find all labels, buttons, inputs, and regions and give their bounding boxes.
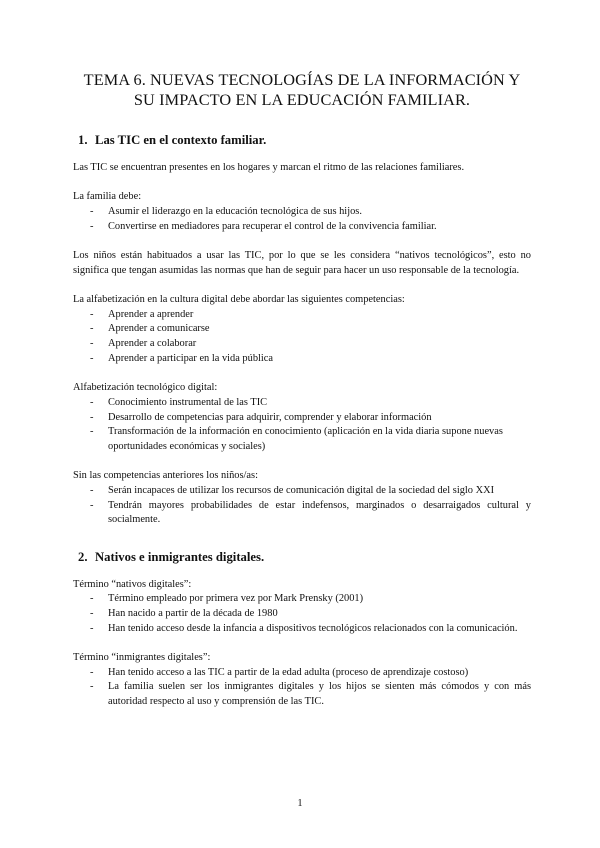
list-item: - Desarrollo de competencias para adquirir, comprender y elaborar información [73, 411, 531, 426]
bullet-dash: - [90, 338, 94, 350]
alfabetizacion-tecnologica-intro: Alfabetización tecnológico digital: [73, 382, 218, 394]
list-item: - Aprender a colaborar [73, 337, 531, 352]
list-item: - Han tenido acceso desde la infancia a dispositivos tecnológicos relacionados con la comunicación. [73, 622, 531, 637]
bullet-dash: - [90, 308, 94, 320]
bullet-dash: - [90, 411, 94, 423]
list-item: - Convertirse en mediadores para recuperar el control de la convivencia familiar. [73, 220, 531, 235]
list-item: - Han nacido a partir de la década de 1980 [73, 607, 531, 622]
familia-intro: La familia debe: [73, 191, 142, 203]
section-1-number: 1. [78, 133, 88, 147]
list-item: - La familia suelen ser los inmigrantes digitales y los hijos se sienten más cómodos y con más autoridad respecto al uso y comprensión de las TIC. [73, 680, 531, 709]
list-item: - Término empleado por primera vez por Mark Prensky (2001) [73, 592, 531, 607]
bullet-dash: - [90, 323, 94, 335]
inmigrantes-digitales-list [73, 666, 531, 710]
document-page [73, 70, 531, 710]
competencias-list [73, 308, 531, 367]
bullet-dash: - [90, 499, 94, 511]
bullet-dash: - [90, 206, 94, 217]
bullet-dash: - [90, 681, 94, 693]
alfabetizacion-tecnologica-list [73, 396, 531, 455]
document-title [73, 70, 531, 110]
paragraph-nativos-tecnologicos: Los niños están habituados a usar las TIC, por lo que se les considera “nativos tecnológicos”, esto no significa que tengan asumidas las normas que han de seguir para hacer un uso responsable de la tecnología. [73, 250, 531, 276]
bullet-dash: - [90, 426, 94, 438]
bullet-dash: - [90, 484, 94, 496]
section-2-title: Nativos e inmigrantes digitales. [95, 549, 265, 564]
list-item: - Tendrán mayores probabilidades de estar indefensos, marginados o desarraigados cultural y socialmente. [73, 499, 531, 528]
bullet-dash: - [90, 396, 94, 408]
paragraph-tic-hogares: Las TIC se encuentran presentes en los hogares y marcan el ritmo de las relaciones familiares. [73, 162, 465, 173]
list-item: - Han tenido acceso a las TIC a partir de la edad adulta (proceso de aprendizaje costoso) [73, 666, 531, 681]
bullet-dash: - [90, 220, 94, 232]
section-1-title: Las TIC en el contexto familiar. [95, 133, 267, 147]
bullet-dash: - [90, 352, 94, 364]
nativos-digitales-list [73, 592, 531, 636]
alfabetizacion-intro: La alfabetización en la cultura digital debe abordar las siguientes competencias: [73, 294, 405, 305]
bullet-dash: - [90, 593, 94, 605]
bullet-dash: - [90, 608, 94, 620]
list-item: - Aprender a aprender [73, 308, 531, 323]
familia-list [73, 205, 531, 234]
page-number: 1 [297, 798, 303, 809]
list-item: - Transformación de la información en conocimiento (aplicación en la vida diaria supone nuevas oportunidades económicas y sociales) [73, 425, 531, 454]
title-line-2: SU IMPACTO EN LA EDUCACIÓN FAMILIAR. [133, 90, 471, 109]
section-2-heading [73, 549, 531, 565]
sin-competencias-list [73, 484, 531, 528]
list-item: - Aprender a participar en la vida pública [73, 352, 531, 367]
inmigrantes-digitales-intro: Término “inmigrantes digitales”: [73, 652, 211, 664]
list-item: - Aprender a comunicarse [73, 322, 531, 337]
bullet-dash: - [90, 666, 94, 678]
nativos-digitales-intro: Término “nativos digitales”: [73, 578, 192, 590]
list-item: - Asumir el liderazgo en la educación tecnológica de sus hijos. [73, 205, 531, 220]
list-item: - Serán incapaces de utilizar los recursos de comunicación digital de la sociedad del siglo XXI [73, 484, 531, 499]
list-item: - Conocimiento instrumental de las TIC [73, 396, 531, 411]
bullet-dash: - [90, 622, 94, 634]
section-2-number: 2. [78, 549, 88, 564]
sin-competencias-intro: Sin las competencias anteriores los niños/as: [73, 470, 258, 482]
title-line-1: TEMA 6. NUEVAS TECNOLOGÍAS DE LA INFORMACIÓN Y [83, 70, 521, 89]
section-1-heading [73, 132, 531, 148]
